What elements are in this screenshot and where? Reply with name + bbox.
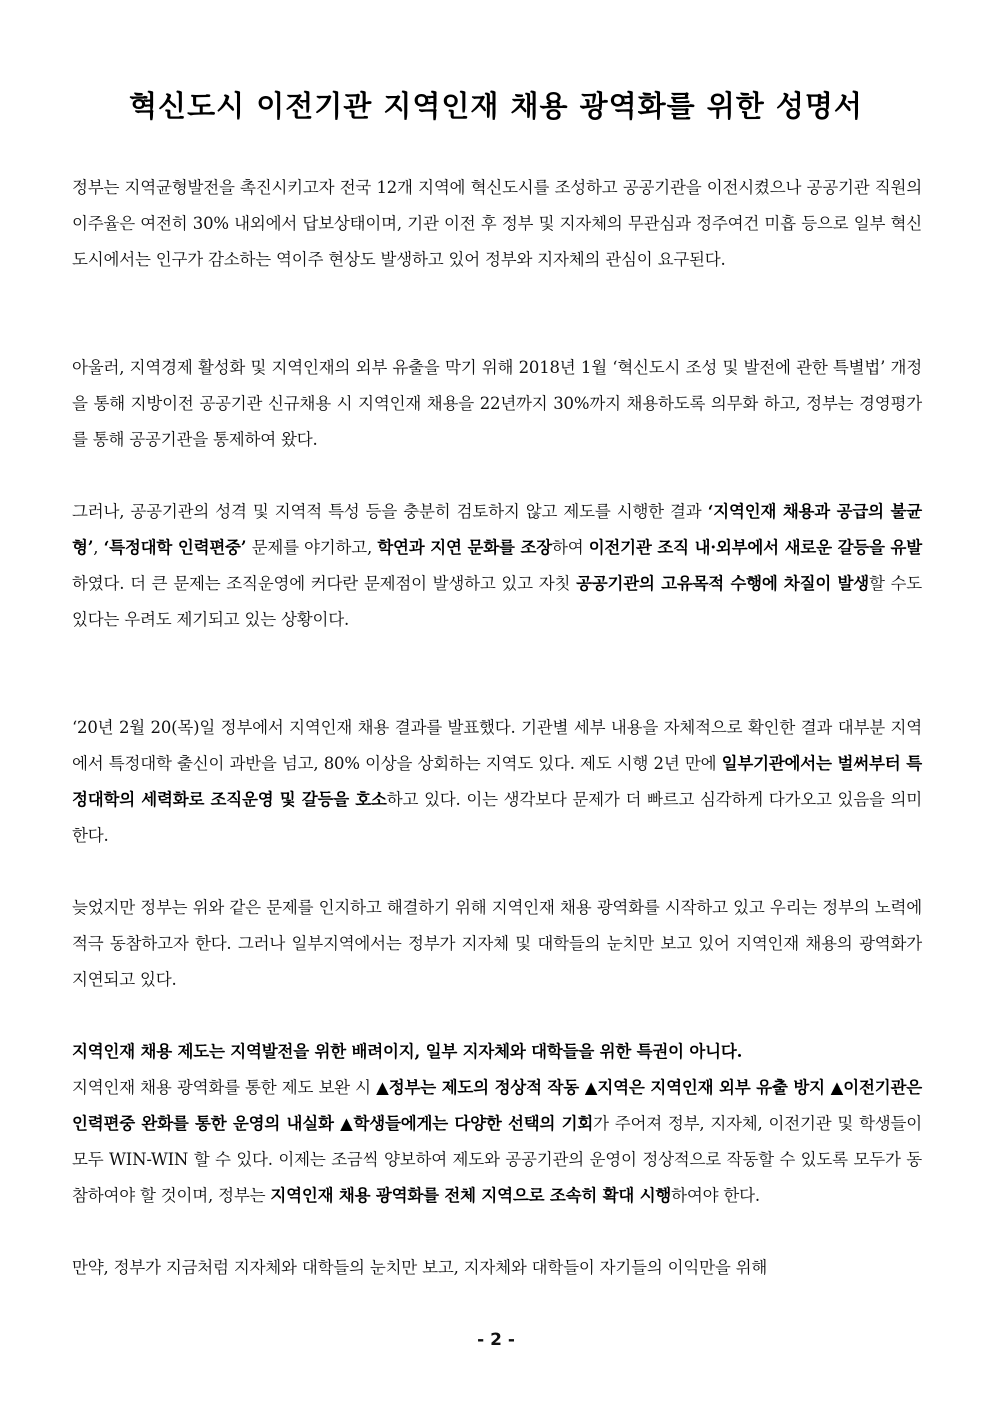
paragraph-3-text-3: 문제를 야기하고, [246, 538, 378, 557]
paragraph-6-bold-2: 지역인재 채용 광역화를 전체 지역으로 조속히 확대 시행 [270, 1186, 672, 1205]
paragraph-3-text-1: 그러나, 공공기관의 성격 및 지역적 특성 등을 충분히 검토하지 않고 제도를 시행한 결과 [72, 502, 708, 521]
paragraph-6-lead: 지역인재 채용 제도는 지역발전을 위한 배려이지, 일부 지자체와 대학들을 위한 특권이 아니다. [72, 1042, 743, 1061]
paragraph-6 [72, 1034, 922, 1214]
paragraph-6-text-1: 지역인재 채용 광역화를 통한 제도 보완 시 [72, 1078, 377, 1097]
paragraph-3-text-6: 할 수도 있다는 우려도 제기되고 있는 상황이다. [72, 574, 923, 629]
paragraph-3-text-4: 하여 [551, 538, 589, 557]
paragraph-5: 늦었지만 정부는 위와 같은 문제를 인지하고 해결하기 위해 지역인재 채용 광역화를 시작하고 있고 우리는 정부의 노력에 적극 동참하고자 한다. 그러나 일부지역에서는 정부가 지자체 및 대학들의 눈치만 보고 있어 지역인재 채용의 광역화가 지연되고 있다. [72, 898, 922, 989]
document-title: 혁신도시 이전기관 지역인재 채용 광역화를 위한 성명서 [129, 89, 863, 123]
paragraph-3-text-5: 하였다. 더 큰 문제는 조직운영에 커다란 문제점이 발생하고 있고 자칫 [72, 574, 577, 593]
paragraph-7: 만약, 정부가 지금처럼 지자체와 대학들의 눈치만 보고, 지자체와 대학들이 자기들의 이익만을 위해 [72, 1258, 768, 1277]
paragraph-3-bold-5: 공공기관의 고유목적 수행에 차질이 발생 [576, 574, 869, 593]
paragraph-4 [72, 710, 922, 854]
paragraph-4-text-2: 하고 있다. 이는 생각보다 문제가 더 빠르고 심각하게 다가오고 있음을 의미한다. [72, 790, 922, 845]
paragraph-4-text-1: ‘20년 2월 20(목)일 정부에서 지역인재 채용 결과를 발표했다. 기관별 세부 내용을 자체적으로 확인한 결과 대부분 지역에서 특정대학 출신이 과반을 넘고, 80% 이상을 상회하는 지역도 있다. 제도 시행 2년 만에 [72, 718, 922, 773]
paragraph-2: 아울러, 지역경제 활성화 및 지역인재의 외부 유출을 막기 위해 2018년 1월 ‘혁신도시 조성 및 발전에 관한 특별법’ 개정을 통해 지방이전 공공기관 신규채용 시 지역인재 채용을 22년까지 30%까지 채용하도록 의무화 하고, 정부는 경영평가를 통해 공공기관을 통제하여 왔다. [72, 358, 922, 449]
paragraph-1: 정부는 지역균형발전을 촉진시키고자 전국 12개 지역에 혁신도시를 조성하고 공공기관을 이전시켰으나 공공기관 직원의 이주율은 여전히 30% 내외에서 답보상태이며, 기관 이전 후 정부 및 지자체의 무관심과 정주여건 미흡 등으로 일부 혁신도시에서는 인구가 감소하는 역이주 현상도 발생하고 있어 정부와 지자체의 관심이 요구된다. [72, 178, 922, 269]
paragraph-3-text-2: , [93, 538, 104, 557]
paragraph-6-bold-1: ▲정부는 제도의 정상적 작동 ▲지역은 지역인재 외부 유출 방지 ▲이전기관은 인력편중 완화를 통한 운영의 내실화 ▲학생들에게는 다양한 선택의 기회 [72, 1078, 922, 1133]
paragraph-3-bold-1: ‘지역인재 채용과 공급의 불균형’ [72, 502, 923, 557]
paragraph-6-text-3: 하여야 한다. [671, 1186, 760, 1205]
paragraph-6-text-2: 가 주어져 정부, 지자체, 이전기관 및 학생들이 모두 WIN-WIN 할 수 있다. 이제는 조금씩 양보하여 제도와 공공기관의 운영이 정상적으로 작동할 수 있도록 모두가 동참하여야 할 것이며, 정부는 [72, 1114, 922, 1205]
paragraph-3-bold-4: 이전기관 조직 내·외부에서 새로운 갈등을 유발 [588, 538, 923, 557]
paragraph-3-bold-2: ‘특정대학 인력편중’ [103, 538, 247, 557]
paragraph-3-bold-3: 학연과 지연 문화를 조장 [377, 538, 552, 557]
page-number: - 2 - [477, 1330, 515, 1350]
paragraph-4-bold-1: 일부기관에서는 벌써부터 특정대학의 세력화로 조직운영 및 갈등을 호소 [72, 754, 922, 809]
paragraph-3 [72, 494, 922, 638]
